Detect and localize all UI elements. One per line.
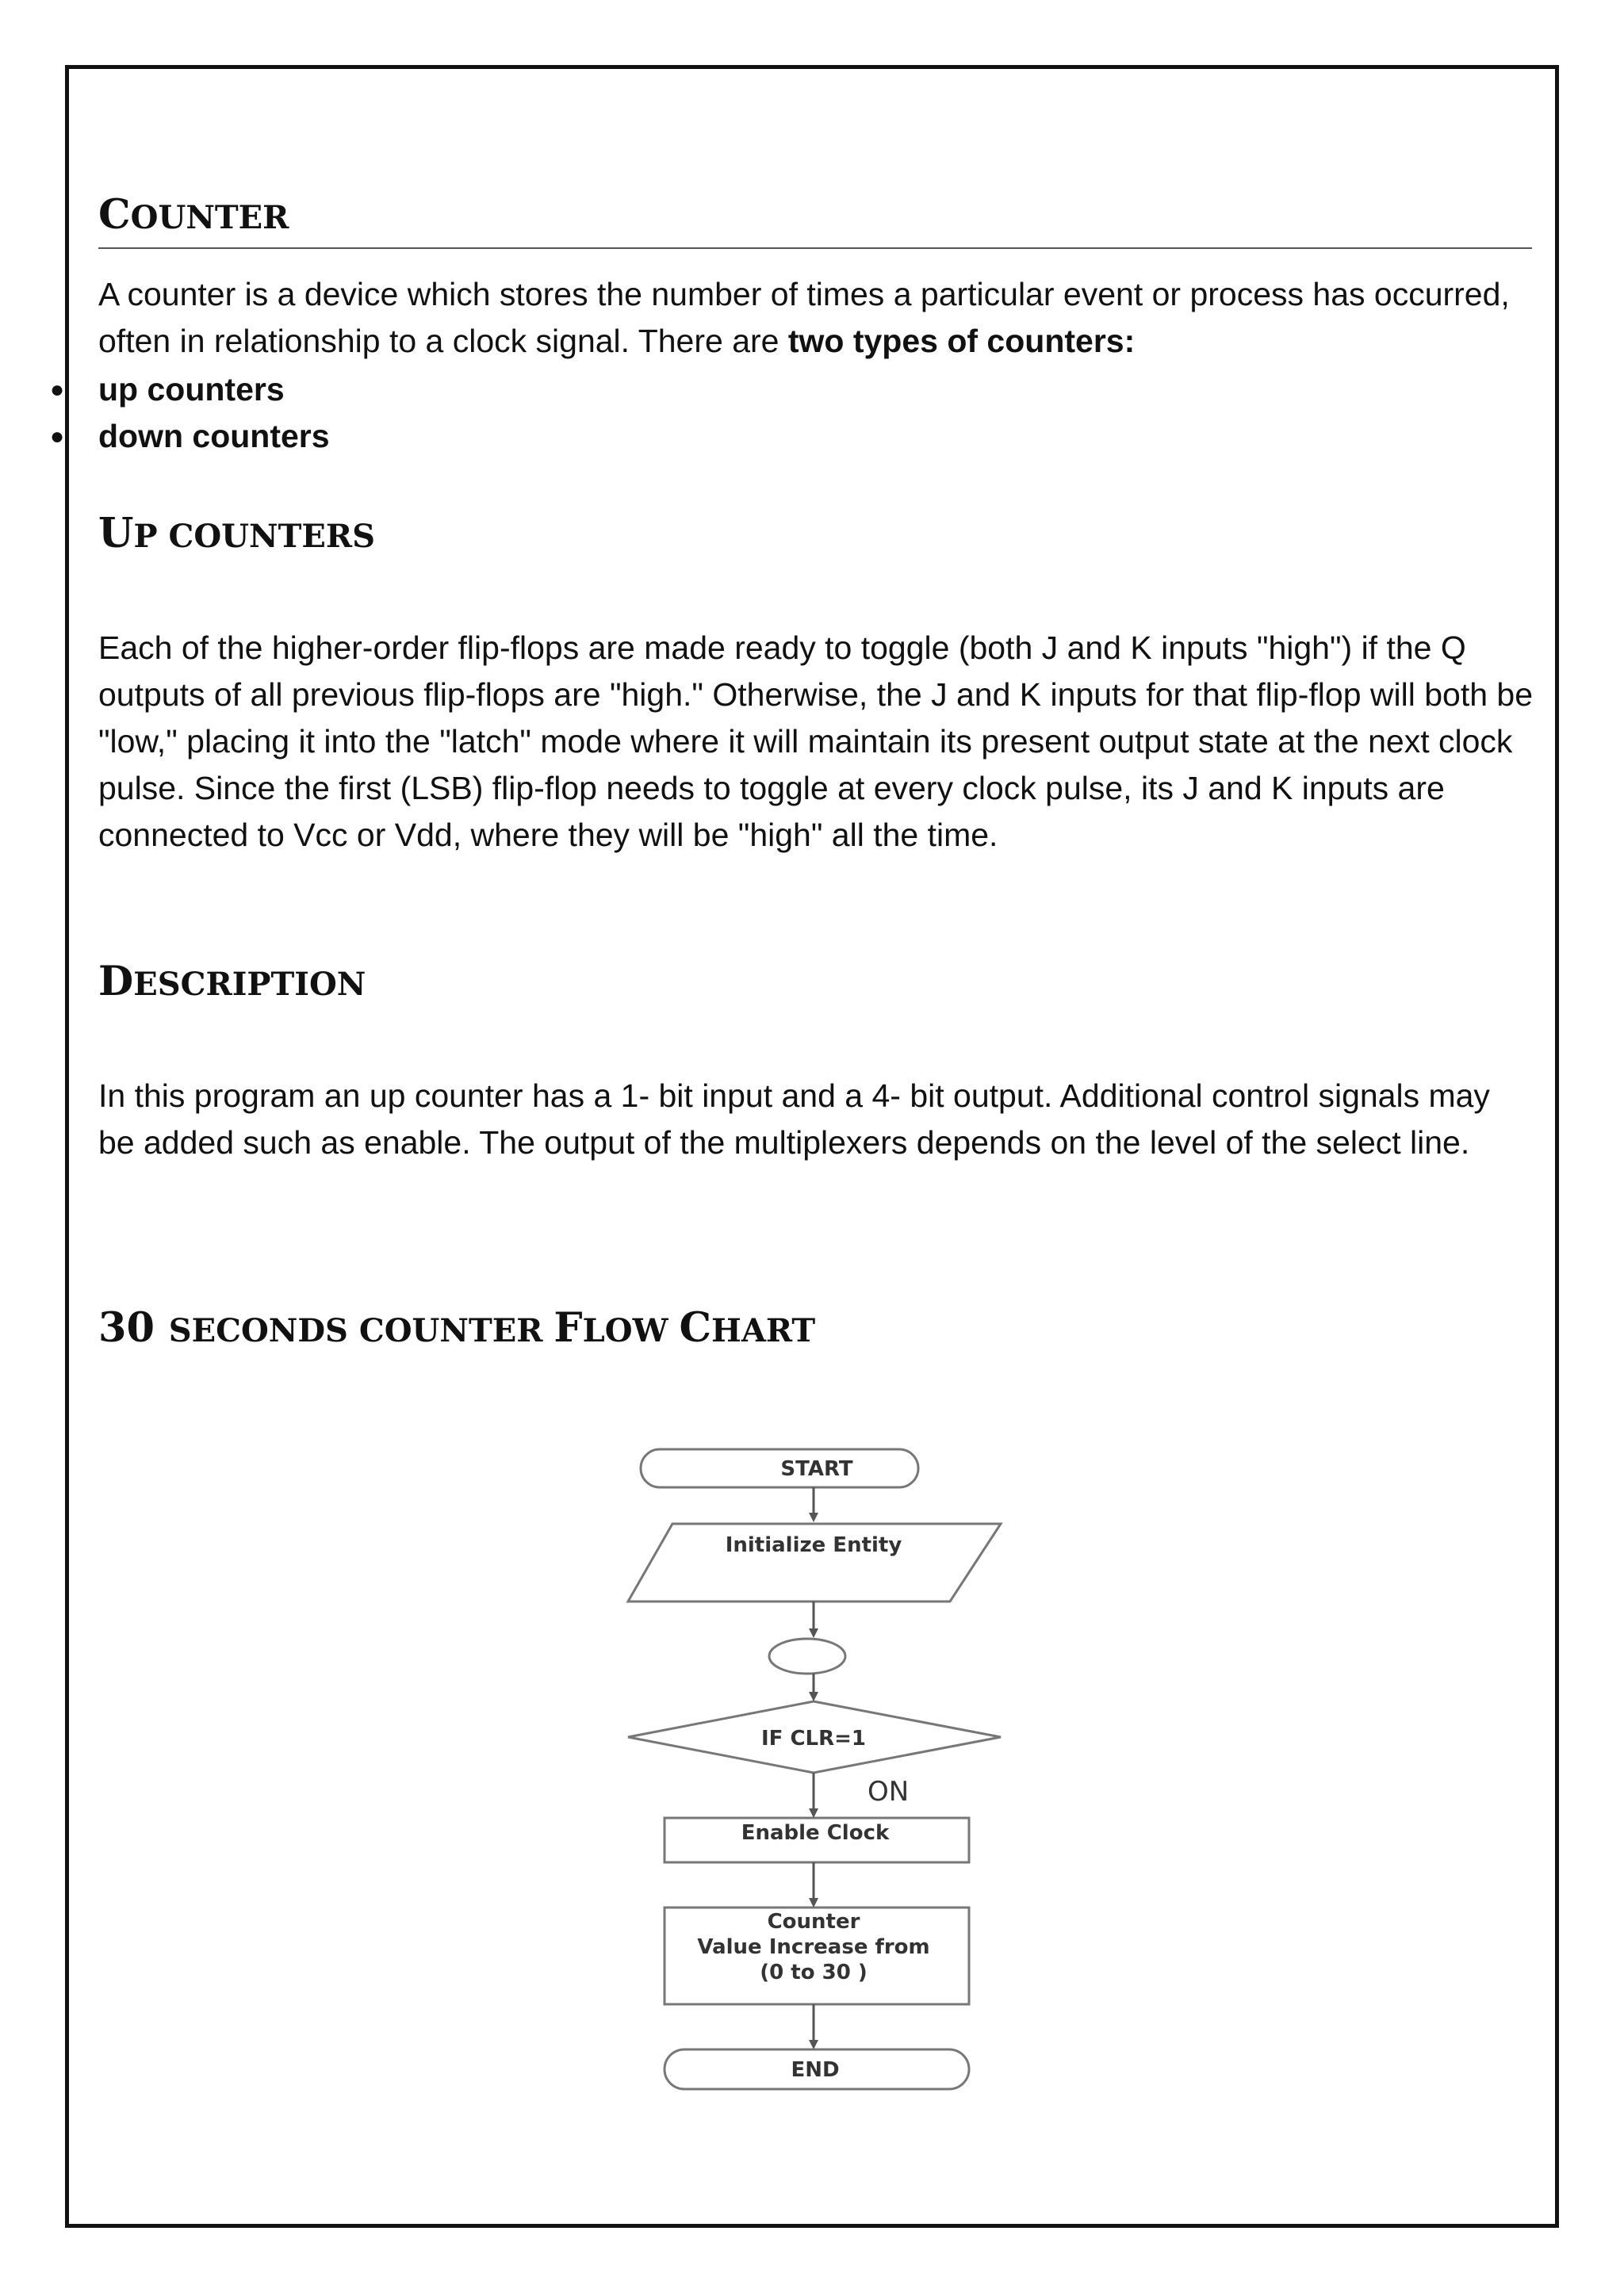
up-counters-body: Each of the higher-order flip-flops are made ready to toggle (both J and K inputs "high") if the Q outputs of all previous flip-flops are "high." Otherwise, the J and K inputs for that flip-flop will both be "low," placing it into the "latch" mode where it will maintain its present output state at the next clock pulse. Since the first (LSB) flip-flop needs to toggle at every clock pulse, its J and K inputs are connected to Vcc or Vdd, where they will be "high" all the time.: [98, 629, 1534, 853]
init-label: Initialize Entity: [725, 1533, 902, 1557]
enable-label: Enable Clock: [741, 1821, 890, 1845]
connector-circle: [769, 1639, 845, 1674]
description-body: In this program an up counter has a 1- bit input and a 4- bit output. Additional control signals may be added such as enable. The output of the multiplexers depends on the level of the select line.: [98, 1077, 1490, 1161]
list-item-down-counters: down counters: [98, 418, 330, 454]
decision-label: IF CLR=1: [760, 1727, 867, 1751]
list-item-up-counters: up counters: [98, 371, 285, 408]
start-terminator: [641, 1449, 918, 1487]
counter-heading: COUNTER: [98, 191, 289, 239]
counter-label-line1: Counter: [767, 1910, 860, 1934]
up-counters-heading: UP COUNTERS: [98, 510, 375, 557]
counter-intro: A counter is a device which stores the number of times a particular event or process has occurred, often in relationship to a clock signal. There are two types of counters:: [98, 276, 1510, 359]
start-label: START: [780, 1457, 853, 1481]
flowchart-heading: 30 SECONDS COUNTER FLOW CHART: [98, 1304, 816, 1352]
bullet-icon: ●: [50, 377, 65, 403]
on-label: ON: [868, 1776, 910, 1808]
counter-label-line3: (0 to 30 ): [760, 1961, 868, 1984]
description-heading: DESCRIPTION: [98, 958, 366, 1005]
bullet-icon: ●: [50, 423, 65, 450]
counter-label-line2: Value Increase from: [697, 1935, 930, 1959]
end-label: END: [791, 2058, 840, 2082]
